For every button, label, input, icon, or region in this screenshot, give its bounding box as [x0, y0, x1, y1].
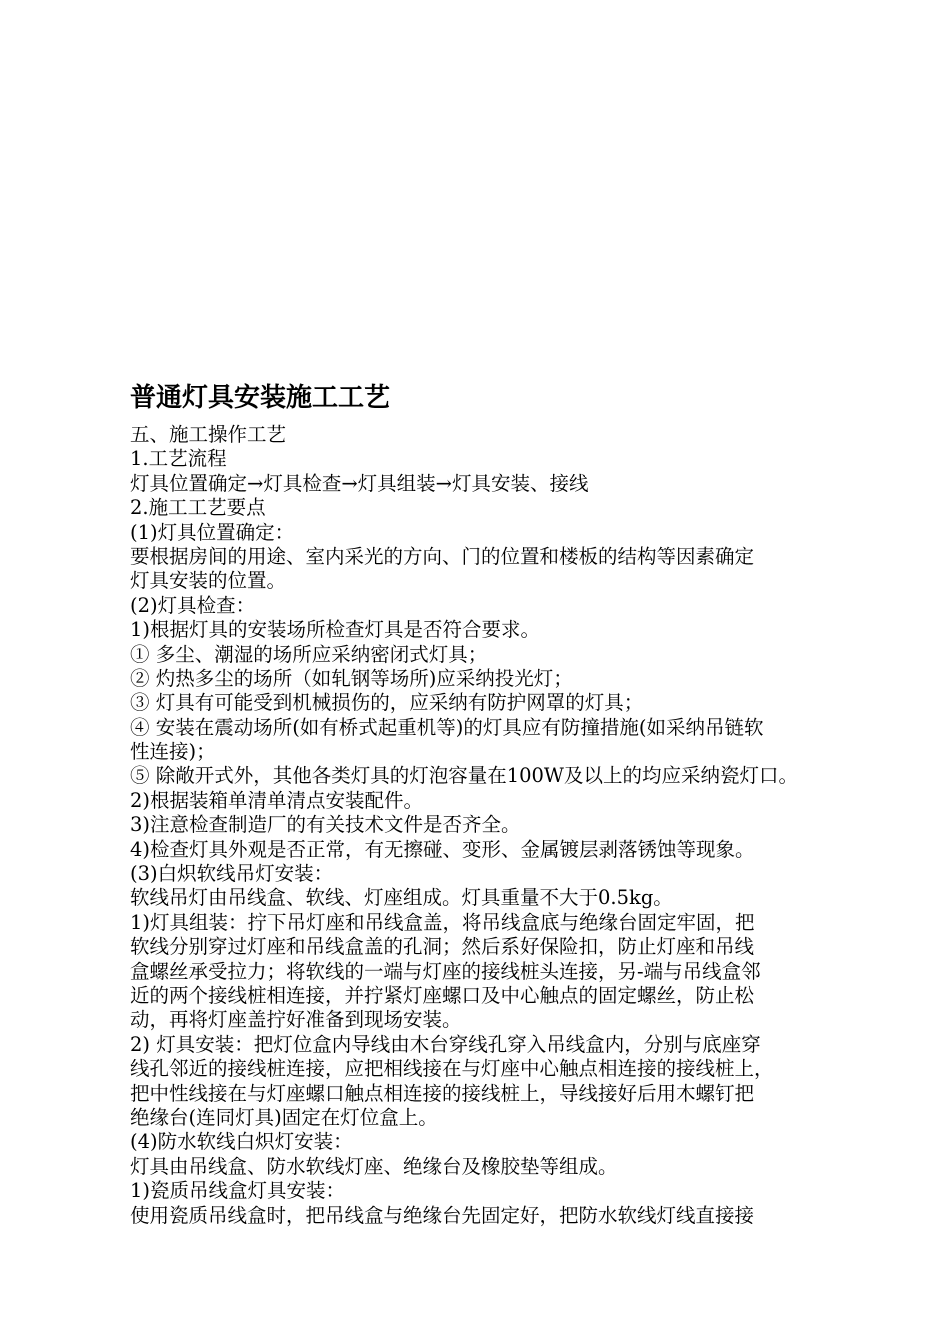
list-item: ④ 安装在震动场所(如有桥式起重机等)的灯具应有防撞措施(如采纳吊链软 — [130, 715, 764, 739]
paragraph-line: 近的两个接线桩相连接，并拧紧灯座螺口及中心触点的固定螺丝，防止松 — [130, 983, 755, 1007]
list-item: ② 灼热多尘的场所（如轧钢等场所)应采纳投光灯； — [130, 666, 573, 690]
paragraph-line: 灯具安装的位置。 — [130, 569, 287, 593]
paragraph-line: 1)根据灯具的安装场所检查灯具是否符合要求。 — [130, 618, 541, 642]
item-heading: (4)防水软线白炽灯安装： — [130, 1130, 353, 1154]
paragraph-line: 3)注意检查制造厂的有关技术文件是否齐全。 — [130, 813, 521, 837]
subsection-heading: 1.工艺流程 — [130, 447, 227, 471]
paragraph-line: 软线吊灯由吊线盒、软线、灯座组成。灯具重量不大于0.5kg。 — [130, 886, 673, 910]
document-body — [130, 423, 870, 1228]
paragraph-line: 线孔邻近的接线桩连接，应把相线接在与灯座中心触点相连接的接线桩上， — [130, 1057, 774, 1081]
paragraph-line: 盒螺丝承受拉力；将软线的一端与灯座的接线桩头连接，另-端与吊线盒邻 — [130, 959, 761, 983]
paragraph-line: 灯具由吊线盒、防水软线灯座、绝缘台及橡胶垫等组成。 — [130, 1154, 618, 1178]
paragraph-line: 绝缘台(连同灯具)固定在灯位盒上。 — [130, 1105, 438, 1129]
item-heading: (3)白炽软线吊灯安装： — [130, 862, 334, 886]
paragraph-line: 4)检查灯具外观是否正常，有无擦碰、变形、金属镀层剥落锈蚀等现象。 — [130, 837, 755, 861]
list-item: ① 多尘、潮湿的场所应采纳密闭式灯具； — [130, 642, 488, 666]
paragraph-line: 1)瓷质吊线盒灯具安装： — [130, 1179, 346, 1203]
paragraph-line: 要根据房间的用途、室内采光的方向、门的位置和楼板的结构等因素确定 — [130, 544, 755, 568]
subsection-heading: 2.施工工艺要点 — [130, 496, 266, 520]
process-flow-text: 灯具位置确定→灯具检查→灯具组装→灯具安装、接线 — [130, 471, 589, 495]
item-heading: (1)灯具位置确定： — [130, 520, 295, 544]
paragraph-line: 动，再将灯座盖拧好准备到现场安装。 — [130, 1008, 462, 1032]
list-item: 性连接)； — [130, 740, 216, 764]
paragraph-line: 2) 灯具安装：把灯位盒内导线由木台穿线孔穿入吊线盒内，分别与底座穿 — [130, 1032, 761, 1056]
item-heading: (2)灯具检查： — [130, 593, 256, 617]
paragraph-line: 2)根据装箱单清单清点安装配件。 — [130, 788, 424, 812]
paragraph-line: 软线分别穿过灯座和吊线盒盖的孔洞；然后系好保险扣，防止灯座和吊线 — [130, 935, 755, 959]
paragraph-line: 使用瓷质吊线盒时，把吊线盒与绝缘台先固定好，把防水软线灯线直接接 — [130, 1203, 755, 1227]
section-heading: 五、施工操作工艺 — [130, 423, 287, 446]
paragraph-line: 1)灯具组装：拧下吊灯座和吊线盒盖，将吊线盒底与绝缘台固定牢固，把 — [130, 910, 755, 934]
list-item: ③ 灯具有可能受到机械损伤的，应采纳有防护网罩的灯具； — [130, 691, 644, 715]
list-item: ⑤ 除敞开式外，其他各类灯具的灯泡容量在100W及以上的均应采纳瓷灯口。 — [130, 764, 798, 788]
document-title: 普通灯具安装施工工艺 — [130, 383, 391, 413]
paragraph-line: 把中性线接在与灯座螺口触点相连接的接线桩上，导线接好后用木螺钉把 — [130, 1081, 755, 1105]
